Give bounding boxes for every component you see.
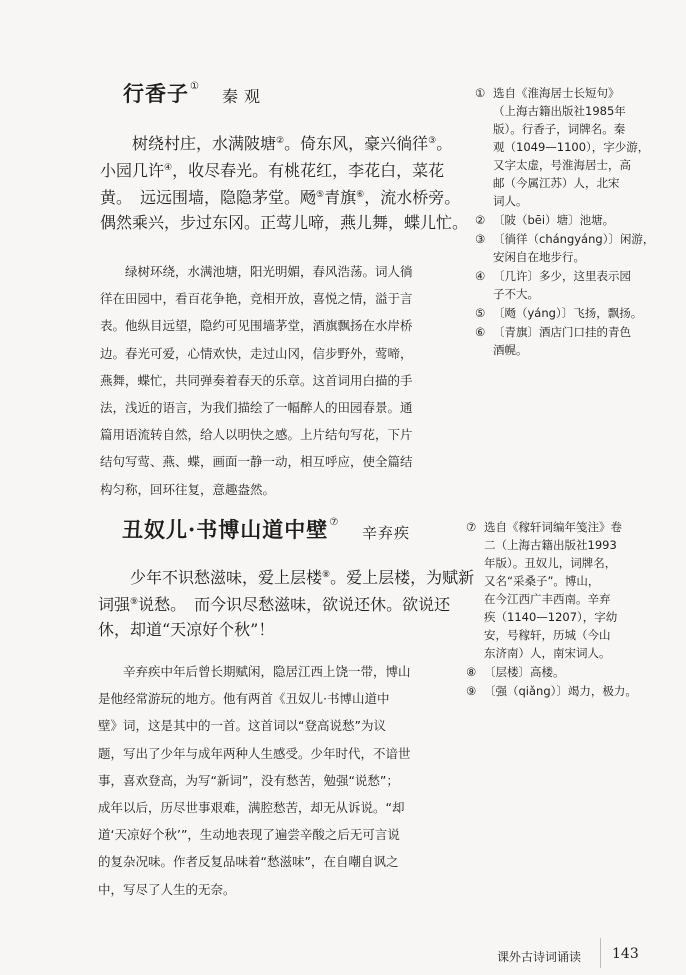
- commentary-line: 表。他纵目远望，隐约可见围墙茅堂，酒旗飘扬在水岸桥: [100, 318, 413, 334]
- footnote-item: [475, 211, 675, 229]
- footnote-marker: ⑨: [130, 597, 139, 607]
- footnotes: [466, 518, 681, 701]
- poem-commentary: [98, 658, 411, 903]
- commentary-line: 徉在田园中，看百花争艳，竞相开放，喜悦之情，溢于言: [100, 291, 413, 307]
- poem-line: [100, 155, 468, 182]
- footnote-line: （上海古籍出版社1985年: [493, 104, 626, 118]
- footnote-text: [493, 267, 675, 303]
- footnote-line: 疾（1140—1207），字幼: [484, 610, 618, 624]
- poem-author: 辛弃疾: [362, 524, 411, 542]
- poem-text: 小园几许: [100, 161, 165, 180]
- footnote-line: 又名“采桑子”。博山，: [484, 574, 600, 588]
- footnote-item: [475, 323, 675, 359]
- poem-line: [98, 616, 474, 643]
- footnote-text: [493, 230, 675, 266]
- footnote-number: ④: [475, 269, 486, 283]
- footnote-item: [475, 84, 675, 210]
- footnote-item: [466, 682, 681, 700]
- poem-line: [98, 562, 474, 589]
- commentary-line: 道‘天凉好个秋’”，生动地表现了遍尝辛酸之后无可言说: [98, 827, 400, 843]
- commentary-line: 结句写莺、燕、蝶，画面一静一动，相互呼应，使全篇结: [100, 454, 413, 470]
- footnote-line: 二（上海古籍出版社1993: [484, 538, 617, 552]
- poem-text: ，流水桥旁。: [364, 188, 461, 207]
- footnote-marker: ③: [428, 136, 437, 146]
- commentary-line: 绿树环绕，水满池塘，阳光明媚，春风浩荡。词人徜: [125, 264, 413, 279]
- poem-text: 少年不识愁滋味，爱上层楼: [130, 568, 323, 587]
- commentary-line: 燕舞，蝶忙，共同弹奏着春天的乐章。这首词用白描的手: [100, 372, 413, 388]
- poem-line: [98, 589, 474, 616]
- poem-title-xingxiangzi: 行香子①: [123, 81, 200, 106]
- footnote-item: [475, 267, 675, 303]
- commentary-line: 边。春光可爱，心情欢快，走过山冈，信步野外，莺啼，: [100, 345, 413, 361]
- commentary-line: 事，喜欢登高，为写“新词”，没有愁苦，勉强“说愁”；: [98, 772, 399, 788]
- poem-body: [98, 562, 474, 643]
- footnote-item: [475, 304, 675, 322]
- footnote-text: [493, 323, 675, 359]
- footnote-line: 选自《稼轩词编年笺注》卷: [484, 520, 622, 534]
- poem-author: 秦观: [222, 87, 267, 106]
- poem-text: 休，却道“天凉好个秋”！: [98, 620, 275, 639]
- poem-text: 说愁。 而今识尽愁滋味，欲说还休。欲说还: [138, 595, 451, 614]
- footnote-number: ⑦: [466, 520, 477, 534]
- footnote-line: 东济南）人，南宋词人。: [484, 646, 611, 660]
- footnote-item: [475, 230, 675, 266]
- commentary-line: 篇用语流转自然，给人以明快之感。上片结句写花，下片: [100, 427, 413, 443]
- footnote-text: [484, 663, 681, 681]
- commentary-line: 是他经常游玩的地方。他有两首《丑奴儿·书博山道中: [98, 691, 390, 707]
- footnote-marker: ⑤: [316, 190, 325, 200]
- footnotes: [475, 84, 675, 360]
- footnote-text: [493, 211, 675, 229]
- poem-text: 黄。 远远围墙，隐隐茅堂。飏: [100, 188, 317, 207]
- commentary-line: 成年以后，历尽世事艰难，满腔愁苦，却无从诉说。“却: [98, 799, 405, 815]
- title-footnote-marker: ⑦: [329, 517, 340, 528]
- poem-commentary: [100, 258, 413, 503]
- footnote-line: 邮（今属江苏）人，北宋: [493, 176, 620, 190]
- commentary-line: 中，写尽了人生的无奈。: [98, 881, 236, 897]
- footer-divider: [600, 938, 601, 968]
- poem-line: [100, 128, 468, 155]
- poem-text: 。: [436, 134, 453, 153]
- page-number: 143: [612, 946, 639, 962]
- poem-text: 树绕村庄，水满陂塘: [132, 134, 277, 153]
- footnote-line: 〔徜徉（chángyáng）〕闲游，: [493, 232, 655, 246]
- poem-line: [100, 209, 468, 236]
- commentary-line: 的复杂况味。作者反复品味着“愁滋味”，在自嘲自讽之: [98, 854, 399, 870]
- footnote-number: ⑤: [475, 306, 486, 320]
- poem-title-chounuer: 丑奴儿·书博山道中壁⑦: [122, 517, 340, 542]
- commentary-line: 法，浅近的语言，为我们描绘了一幅醉人的田园春景。通: [100, 399, 413, 415]
- title-footnote-marker: ①: [190, 81, 200, 92]
- footnote-number: ⑧: [466, 665, 477, 679]
- footnote-marker: ②: [276, 136, 285, 146]
- commentary-line: 壁》词，这是其中的一首。这首词以“登高说愁”为议: [98, 718, 386, 734]
- footnote-line: 在今江西广丰西南。辛弃: [484, 592, 611, 606]
- footnote-item: [466, 663, 681, 681]
- footnote-line: 〔强（qiǎng）〕竭力，极力。: [484, 684, 637, 698]
- footnote-line: 年版）。丑奴儿，词牌名，: [484, 556, 617, 570]
- footnote-line: 观（1049—1100），字少游，: [493, 140, 650, 154]
- footnote-marker: ⑥: [356, 190, 365, 200]
- footnote-text: [484, 518, 681, 662]
- commentary-line: 构匀称，回环往复，意趣盎然。: [100, 481, 276, 497]
- poem-text: 词强: [98, 595, 131, 614]
- poem-text: 。倚东风，豪兴徜徉: [284, 134, 429, 153]
- footnote-number: ③: [475, 232, 486, 246]
- poem-text: 偶然乘兴，步过东冈。正莺儿啼，燕儿舞，蝶儿忙。: [100, 213, 469, 232]
- footnote-marker: ⑧: [322, 570, 331, 580]
- footnote-line: 又字太虚，号淮海居士，高: [493, 158, 631, 172]
- footnote-line: 安闲自在地步行。: [493, 250, 585, 264]
- poem-text: 青旗: [324, 188, 357, 207]
- footnote-line: 酒幌。: [493, 343, 528, 357]
- footnote-number: ②: [475, 213, 486, 227]
- footnote-line: 〔层楼〕高楼。: [484, 665, 565, 679]
- footnote-line: 安，号稼轩，历城（今山: [484, 628, 611, 642]
- footnote-text: [493, 84, 675, 210]
- footnote-line: 〔陂（bēi）塘〕池塘。: [493, 213, 615, 227]
- footnote-line: 选自《淮海居士长短句》: [493, 86, 620, 100]
- commentary-line: 辛弃疾中年后曾长期赋闲，隐居江西上饶一带，博山: [123, 664, 411, 679]
- footnote-line: 子不大。: [493, 287, 539, 301]
- footnote-number: ⑥: [475, 325, 486, 339]
- footnote-number: ①: [475, 86, 486, 100]
- footnote-text: [484, 682, 681, 700]
- footnote-line: 〔几许〕多少，这里表示园: [493, 269, 631, 283]
- footnote-number: ⑨: [466, 684, 477, 698]
- poem-text: 。爱上层楼，为赋新: [330, 568, 475, 587]
- footnote-line: 词人。: [493, 194, 528, 208]
- commentary-line: 题，写出了少年与成年两种人生感受。少年时代，不谙世: [98, 745, 411, 761]
- footnote-line: 〔飏（yáng）〕飞扬，飘扬。: [493, 306, 643, 320]
- footnote-line: 〔青旗〕酒店门口挂的青色: [493, 325, 631, 339]
- footer-section-label: 课外古诗词诵读: [497, 950, 582, 964]
- footnote-marker: ④: [164, 163, 173, 173]
- footnote-item: [466, 518, 681, 662]
- footnote-line: 版）。行香子，词牌名。秦: [493, 122, 626, 136]
- poem-body: [100, 128, 468, 236]
- poem-line: [100, 182, 468, 209]
- poem-text: ，收尽春光。有桃花红，李花白，菜花: [172, 161, 445, 180]
- footnote-text: [493, 304, 675, 322]
